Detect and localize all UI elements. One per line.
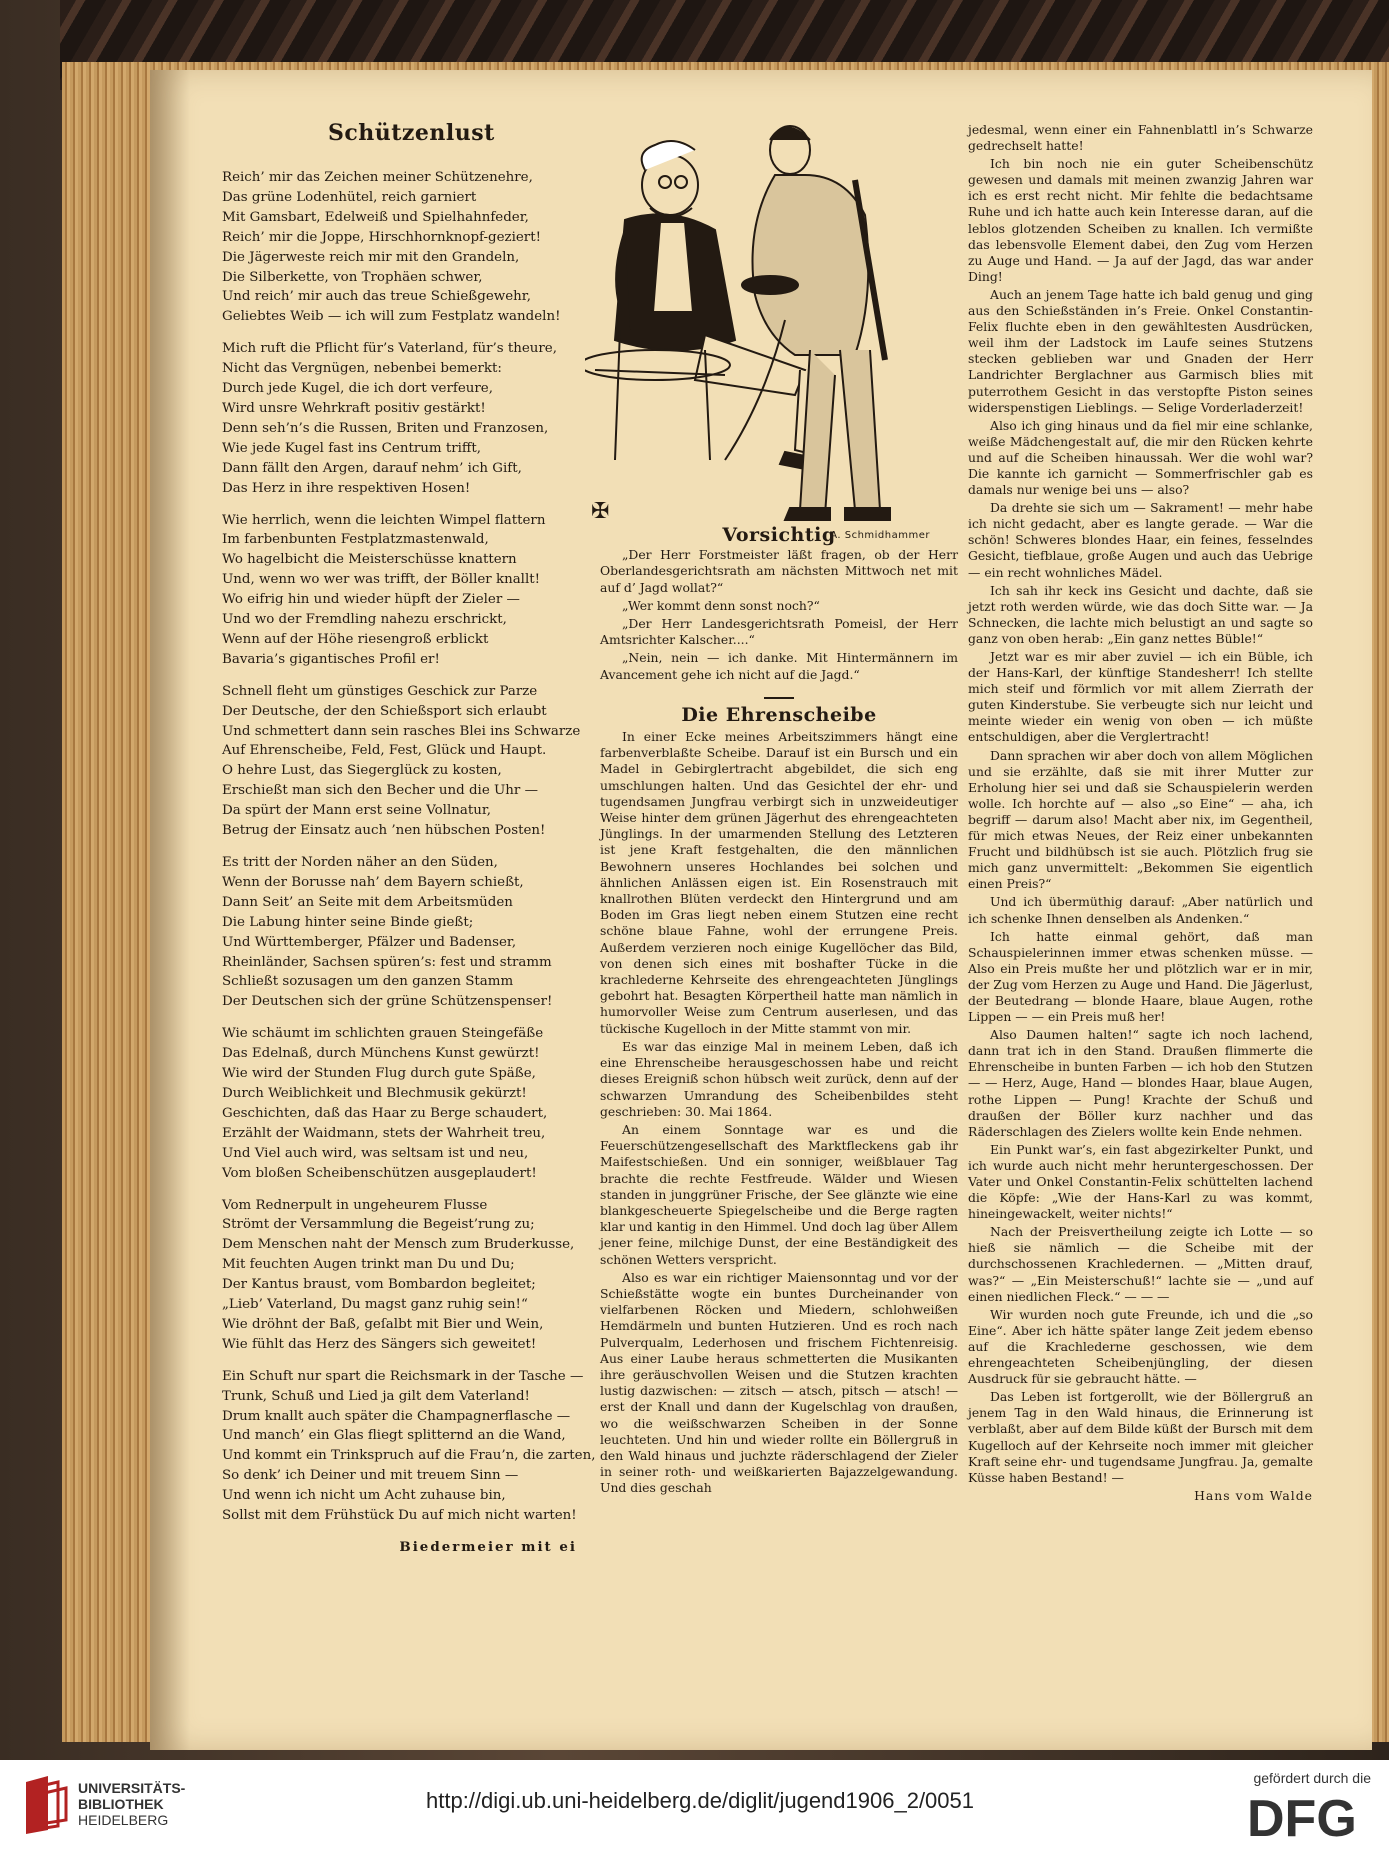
poem-title: Schützenlust: [328, 120, 495, 146]
paragraph: Es war das einzige Mal in meinem Leben, daß ich eine Ehrenscheibe herausgeschossen habe und reicht dieses Ereigniß schon hübsch weit zurück, denn auf der schwarzen Umrandung des Scheibenbildes steht geschrieben: 30. Mai 1864.: [600, 1038, 958, 1119]
ehrenscheibe-title: Die Ehrenscheibe: [681, 703, 877, 726]
gutter-shadow: [150, 70, 190, 1750]
poem-line: Durch jede Kugel, die ich dort verfeure,: [222, 381, 493, 397]
poem-line: So denk’ ich Deiner und mit treuem Sinn —: [222, 1468, 519, 1484]
paragraph: Jetzt war es mir aber zuviel — ich ein Büble, ich der Hans-Karl, der künftige Standesherr! Ich stellte mich steif und förmlich vor mit allem Zierrath der guten Kinderstube. Sie verbeugte sich nur leicht und meinte wieder ein wenig von oben — ich müßte entschuldigen, aber die Verglertracht!: [968, 649, 1313, 745]
paragraph: jedesmal, wenn einer ein Fahnenblattl in’s Schwarze gedrechselt hatte!: [968, 122, 1313, 154]
poem-line: Denn seh’n’s die Russen, Briten und Franzosen,: [222, 420, 549, 436]
poem-line: Im farbenbunten Festplatzmastenwald,: [222, 532, 489, 548]
permalink-url[interactable]: http://digi.ub.uni-heidelberg.de/diglit/jugend1906_2/0051: [426, 1788, 974, 1813]
poem-line: Und manch’ ein Glas fliegt splitternd an die Wand,: [222, 1428, 566, 1444]
poem-line: Wie fühlt das Herz des Sängers sich geweitet!: [222, 1336, 537, 1352]
paragraph: Ein Punkt war’s, ein fast abgezirkelter Punkt, und ich wurde auch nicht mehr heruntergeschossen. Der Vater und Onkel Constantin-Felix schüttelten lachend die Köpfe: „Wie der Hans-Karl zu was kommt, hineingewackelt, weiter nichts!“: [968, 1141, 1313, 1222]
poem-line: Dann Seit’ an Seite mit dem Arbeitsmüden: [222, 894, 513, 910]
illustration-credit: A. Schmidhammer: [830, 530, 930, 541]
ehrenscheibe-text-part1: [600, 729, 958, 1497]
paragraph: Nach der Preisvertheilung zeigte ich Lotte — so hieß sie nämlich — die Scheibe mit der durchschossenen Krachledernen. — „Mitten drauf, was?“ — „Ein Meisterschuß!“ lachte sie — „und auf einen niedlichen Fleck.“ — — —: [968, 1224, 1313, 1304]
poem-line: Da spürt der Mann erst seine Vollnatur,: [222, 803, 492, 819]
paragraph: „Der Herr Forstmeister läßt fragen, ob der Herr Oberlandesgerichtsrath am nächsten Mittwoch net mit auf d’ Jagd wollat?“: [600, 547, 958, 595]
poem-line: Die Silberkette, von Trophäen schwer,: [222, 269, 483, 285]
poem-line: Das Edelnaß, durch Münchens Kunst gewürzt!: [222, 1046, 540, 1062]
dfg-logo-icon[interactable]: [1247, 1790, 1367, 1842]
ehrenscheibe-author: Hans vom Walde: [1194, 1487, 1313, 1503]
poem-line: Es tritt der Norden näher an den Süden,: [222, 855, 498, 870]
poem-line: Das grüne Lodenhütel, reich garniert: [222, 189, 477, 205]
caricature-illustration: [585, 120, 935, 525]
poem-stanza: [222, 511, 577, 670]
institution-line: HEIDELBERG: [78, 1812, 169, 1828]
poem-line: Erzählt der Waidmann, stets der Wahrheit treu,: [222, 1125, 546, 1141]
standing-forester: [725, 126, 890, 520]
paragraph: Das Leben ist fortgerollt, wie der Böllergruß an jenem Tag in den Wald hinaus, die Erinnerung ist verblaßt, aber auf dem Bilde küßt der Bursch mit dem Kugelloch auf der Kehrseite noch immer mit gleicher Kraft seine ehr- und tugendsame Jungfrau. Ja, gemalte Küsse haben Bestand! —: [968, 1389, 1313, 1485]
poem-line: Sollst mit dem Frühstück Du auf mich nicht warten!: [222, 1508, 577, 1524]
poem-line: Wo hagelbicht die Meisterschüsse knattern: [222, 552, 517, 568]
university-logo-icon[interactable]: [18, 1774, 70, 1836]
paragraph: „Der Herr Landesgerichtsrath Pomeisl, der Herr Amtsrichter Kalscher....“: [600, 616, 958, 648]
viewer-footer: [0, 1760, 1389, 1853]
poem-line: Vom Rednerpult in ungeheurem Flusse: [222, 1197, 488, 1213]
poem-line: Wird unsre Wehrkraft positiv gestärkt!: [222, 400, 486, 416]
poem-line: Und Viel auch wird, was seltsam ist und neu,: [222, 1145, 529, 1161]
poem-line: Schließt sozusagen um den ganzen Stamm: [222, 974, 514, 990]
poem-line: Auf Ehrenscheibe, Feld, Fest, Glück und Haupt.: [222, 743, 547, 759]
dfg-logo-text: DFG: [1247, 1790, 1357, 1842]
poem-column: [222, 168, 596, 1558]
poem-line: Mit Gamsbart, Edelweiß und Spielhahnfeder,: [222, 209, 529, 225]
poem-line: Rheinländer, Sachsen spüren’s: fest und stramm: [222, 954, 552, 970]
poem-line: Das Herz in ihre respektiven Hosen!: [222, 480, 471, 496]
paragraph: Dann sprachen wir aber doch von allem Möglichen und sie erzählte, daß sie mit ihrer Mutter zur Erholung hier sei und daß sie Schauspielerin werden wolle. Ich horchte auf — also „so Eine“ — aha, ich begriff — darum also! Macht aber nix, im Gegentheil, für mich etwas Neues, der Reiz einer unbekannten Frucht und bildhübsch ist sie auch. Plötzlich frug sie mich ganz unvermittelt: „Bekommen Sie eigentlich einen Preis?“: [968, 747, 1313, 892]
vorsichtig-title: Vorsichtig: [722, 524, 836, 546]
poem-stanza: [222, 1367, 596, 1526]
poem-stanza: [222, 168, 577, 327]
poem-line: Schnell fleht um günstiges Geschick zur Parze: [222, 683, 538, 699]
poem-line: Dem Menschen naht der Mensch zum Bruderkusse,: [222, 1237, 575, 1253]
poem-line: „Lieb’ Vaterland, Du magst ganz ruhig sein!“: [222, 1297, 528, 1313]
paragraph: Also es war ein richtiger Maiensonntag und vor der Schießstätte wogte ein buntes Durcheinander von vielfarbenen Röcken und Miedern, schlohweißen Hemdärmeln und bunten Hutzieren. Und es roch nach Pulverqualm, Lederhosen und frischem Fichtenreisig. Aus einer Laube heraus schmetterten die Musikanten ihre geräuschvollen Weisen und die Stutzen krachten lustig dazwischen: — zitsch — atsch, pitsch — atsch! — erst der Knall und dann der Kugelschlag von draußen, wo die weißschwarzen Scheiben in der Sonne leuchteten. Und hin und wieder rollte ein Böllergruß in den Wald hinaus und juchzte räderschlagend der Zieler in seiner roth- und weißkarierten Bajazzelgewandung. Und dies geschah: [600, 1269, 958, 1496]
paragraph: „Wer kommt denn sonst noch?“: [622, 597, 820, 613]
paragraph: Also Daumen halten!“ sagte ich noch lachend, dann trat ich in den Stand. Draußen flimmerte die Ehrenscheibe in bunten Farben — ich hob den Stutzen — — Herz, Auge, Hand — blondes Haar, blaue Augen, rothe Lippen — Pung! Krachte der Schuß und draußen der Böller kurz nachher und das Räderschlagen des Zielers wollte kein Ende nehmen.: [968, 1027, 1313, 1139]
artist-monogram: ✠: [591, 499, 610, 524]
poem-line: Die Jägerweste reich mir mit den Grandeln,: [222, 249, 520, 265]
institution-line: BIBLIOTHEK: [78, 1796, 164, 1812]
section-divider: [764, 697, 794, 699]
institution-line: UNIVERSITÄTS-: [78, 1780, 186, 1796]
funded-by-label: gefördert durch die: [1253, 1770, 1371, 1786]
paragraph: Ich hatte einmal gehört, daß man Schauspielerinnen immer etwas schenken müsse. — Also ein Preis mußte her und plötzlich war er in mir, der Zug vom Herzen zu Auge und Hand. Die Jägerlust, der Beutedrang — blonde Haare, blaue Augen, rothe Lippen — — ein Preis muß her!: [968, 928, 1313, 1025]
poem-line: Und wo der Fremdling nahezu erschrickt,: [222, 612, 507, 628]
poem-line: Mit feuchten Augen trinkt man Du und Du;: [222, 1257, 515, 1273]
poem-line: Der Kantus braust, vom Bombardon begleitet;: [222, 1277, 536, 1293]
poem-line: Ein Schuft nur spart die Reichsmark in der Tasche —: [222, 1368, 584, 1384]
poem-line: Strömt der Versammlung die Begeist’rung zu;: [222, 1217, 535, 1233]
poem-line: Reich’ mir die Joppe, Hirschhornknopf-geziert!: [222, 229, 541, 245]
poem-line: Wie schäumt im schlichten grauen Steingefäße: [222, 1026, 544, 1042]
poem-line: Durch Weiblichkeit und Blechmusik gekürzt!: [222, 1085, 527, 1101]
poem-line: O hehre Lust, das Siegerglück zu kosten,: [222, 763, 502, 779]
poem-line: Und schmettert dann sein rasches Blei ins Schwarze: [222, 723, 581, 739]
poem-line: Und reich’ mir auch das treue Schießgewehr,: [222, 289, 531, 305]
poem-line: Geschichten, daß das Haar zu Berge schaudert,: [222, 1105, 548, 1121]
paragraph: Also ich ging hinaus und da fiel mir eine schlanke, weiße Mädchengestalt auf, die mir den Rücken kehrte und auf die Scheiben hinaussah. Wer die wohl war? Die kannte ich garnicht — Sommerfrischler gab es damals nur wenige bei uns — also?: [968, 417, 1313, 498]
poem-line: Vom bloßen Scheibenschützen ausgeplaudert!: [222, 1165, 537, 1181]
paragraph: An einem Sonntage war es und die Feuerschützengesellschaft des Marktfleckens gab ihr Maifestschießen. Und ein sonniger, weißblauer Tag brachte die rechte Festfreude. Wälder und Wiesen standen in junggrüner Frische, der See glänzte wie eine blankgescheuerte Spiegelscheibe und die Berge ragten klar und kantig in den Himmel. Und doch lag über Allem jener feine, milchige Dunst, der eine Beständigkeit des schönen Wetters verspricht.: [600, 1121, 958, 1267]
poem-line: Nicht das Vergnügen, nebenbei bemerkt:: [222, 361, 502, 377]
poem-line: Bavaria’s gigantisches Profil er!: [222, 651, 440, 667]
poem-line: Und wenn ich nicht um Acht zuhause bin,: [222, 1488, 506, 1504]
paragraph: Wir wurden noch gute Freunde, ich und die „so Eine“. Aber ich hätte später lange Zeit jedem ebenso auf die Krachlederne geschossen, wie dem ehrengeachteten Scheibenjüngling, der diesen Ausdruck für sie gebraucht hätte. —: [968, 1306, 1313, 1387]
poem-line: Die Labung hinter seine Binde gießt;: [222, 914, 474, 930]
poem-line: Und, wenn wo wer was trifft, der Böller knallt!: [222, 572, 541, 588]
middle-column: [600, 525, 958, 1499]
poem-line: Wenn der Borusse nah’ dem Bayern schießt,: [222, 874, 524, 890]
poem-line: Dann fällt den Argen, darauf nehm’ ich Gift,: [222, 460, 522, 476]
poem-line: Wie jede Kugel fast ins Centrum trifft,: [222, 440, 482, 456]
institution-name[interactable]: [78, 1780, 185, 1828]
poem-line: Reich’ mir das Zeichen meiner Schützenehre,: [222, 170, 533, 185]
poem-line: Trunk, Schuß und Lied ja gilt dem Vaterland!: [222, 1388, 530, 1404]
poem-line: Wie dröhnt der Baß, geſalbt mit Bier und Wein,: [222, 1316, 544, 1332]
paragraph: Auch an jenem Tage hatte ich bald genug und ging aus den Schießständen in’s Freie. Onkel Constantin-Felix fluchte eben in den gewähltesten Ausdrücken, weil ihm der Ladstock im Laufe seines Stutzens stecken geblieben war und Gnaden der Herr Landrichter Berglachner aus Garmisch blies mit puterrothem Gesicht in das verstopfte Piston seines widerspenstigen Lieblings. — Selige Vorderladerzeit!: [968, 286, 1313, 415]
poem-line: Wo eifrig hin und wieder hüpft der Zieler —: [222, 592, 520, 608]
poem-signature: Biedermeier mit ei: [399, 1539, 577, 1555]
poem-line: Der Deutschen sich der grüne Schützenspenser!: [222, 994, 553, 1010]
poem-line: Drum knallt auch später die Champagnerflasche —: [222, 1408, 571, 1424]
right-column: [968, 122, 1313, 1504]
vorsichtig-text: [600, 547, 958, 683]
poem-line: Wie wird der Stunden Flug durch gute Späße,: [222, 1066, 536, 1082]
paragraph: Und ich übermüthig darauf: „Aber natürlich und ich schenke Ihnen denselben als Andenken.“: [968, 894, 1313, 926]
poem-stanza: [222, 1196, 577, 1355]
poem-stanza: [222, 682, 581, 841]
paragraph: „Nein, nein — ich danke. Mit Hintermännern im Avancement gehe ich nicht auf die Jagd.“: [600, 650, 958, 682]
paragraph: Ich bin noch nie ein guter Scheibenschütz gewesen und damals mit meinen zwanzig Jahren war ich es erst recht nicht. Mir fehlte die bedachtsame Ruhe und ich hatte auch kein Interesse daran, auf die leblos glotzenden Scheiben zu knallen. Ich vermißte das lebensvolle Element dabei, den Zug vom Herzen zu Auge und Hand. — Ja auf der Jagd, das war ander Ding!: [968, 156, 1313, 284]
poem-stanza: [222, 853, 577, 1012]
poem-line: Und Württemberger, Pfälzer und Badenser,: [222, 934, 517, 950]
poem-line: Erschießt man sich den Becher und die Uhr —: [222, 783, 538, 799]
poem-line: Betrug der Einsatz auch ’nen hübschen Posten!: [222, 823, 546, 839]
poem-stanza: [222, 339, 577, 498]
poem-stanza: [222, 1024, 577, 1183]
poem-line: Wenn auf der Höhe riesengroß erblickt: [222, 631, 489, 647]
poem-line: Wie herrlich, wenn die leichten Wimpel flattern: [222, 512, 546, 528]
paragraph: Da drehte sie sich um — Sakrament! — mehr habe ich nicht gedacht, aber es langte gerade. — War die schön! Schweres blondes Haar, ein feines, fesselndes Gesicht, tiefblaue, große Augen und auch das Uebrige — ein recht wohnliches Mädel.: [968, 500, 1313, 580]
poem-line: Geliebtes Weib — ich will zum Festplatz wandeln!: [222, 309, 561, 325]
paragraph: In einer Ecke meines Arbeitszimmers hängt eine farbenverblaßte Scheibe. Darauf ist ein Bursch und ein Madel in Gebirglertracht abgebildet, die sich eng umschlungen halten. Und das Gesichtel der ehr- und tugendsamen Jungfrau verbirgt sich in unzweideutiger Weise hinter dem grünen Jägerhut des ehrengeachteten Jünglings. In der umarmenden Stellung des Letzteren ist jene Kraft festgehalten, die den männlichen Bewohnern unseres Hochlandes bei solchen und ähnlichen Anlässen eigen ist. Ein Rosenstrauch mit knallrothen Blüten verdeckt den Hintergrund und am Boden im Gras liegt neben einem Stutzen eine recht schöne blaue Fahne, wohl der errungene Preis. Außerdem verzieren noch einige Kugellöcher das Bild, von denen sich eines mit boshafter Tücke in die krachlederne Kehrseite des ehrengeachteten Jünglings gebohrt hat. Besagten Körpertheil hatte man nämlich in humorvoller Weise zum Centrum auserlesen, und das tückische Kugelloch in der Mitte stammt von mir.: [600, 729, 958, 1036]
ehrenscheibe-text-part2: [968, 122, 1313, 1486]
poem-line: Mich ruft die Pflicht für’s Vaterland, für’s theure,: [222, 341, 557, 357]
paragraph: Ich sah ihr keck ins Gesicht und dachte, daß sie jetzt roth werden würde, wie das doch Sitte war. — Ja Schnecken, die lachte mich belustigt an und sagte so ganz von oben herab: „Ein ganz nettes Büble!“: [968, 582, 1313, 646]
poem-line: Der Deutsche, der den Schießsport sich erlaubt: [222, 703, 547, 719]
poem-line: Und kommt ein Trinkspruch auf die Frau’n, die zarten,: [222, 1448, 596, 1464]
